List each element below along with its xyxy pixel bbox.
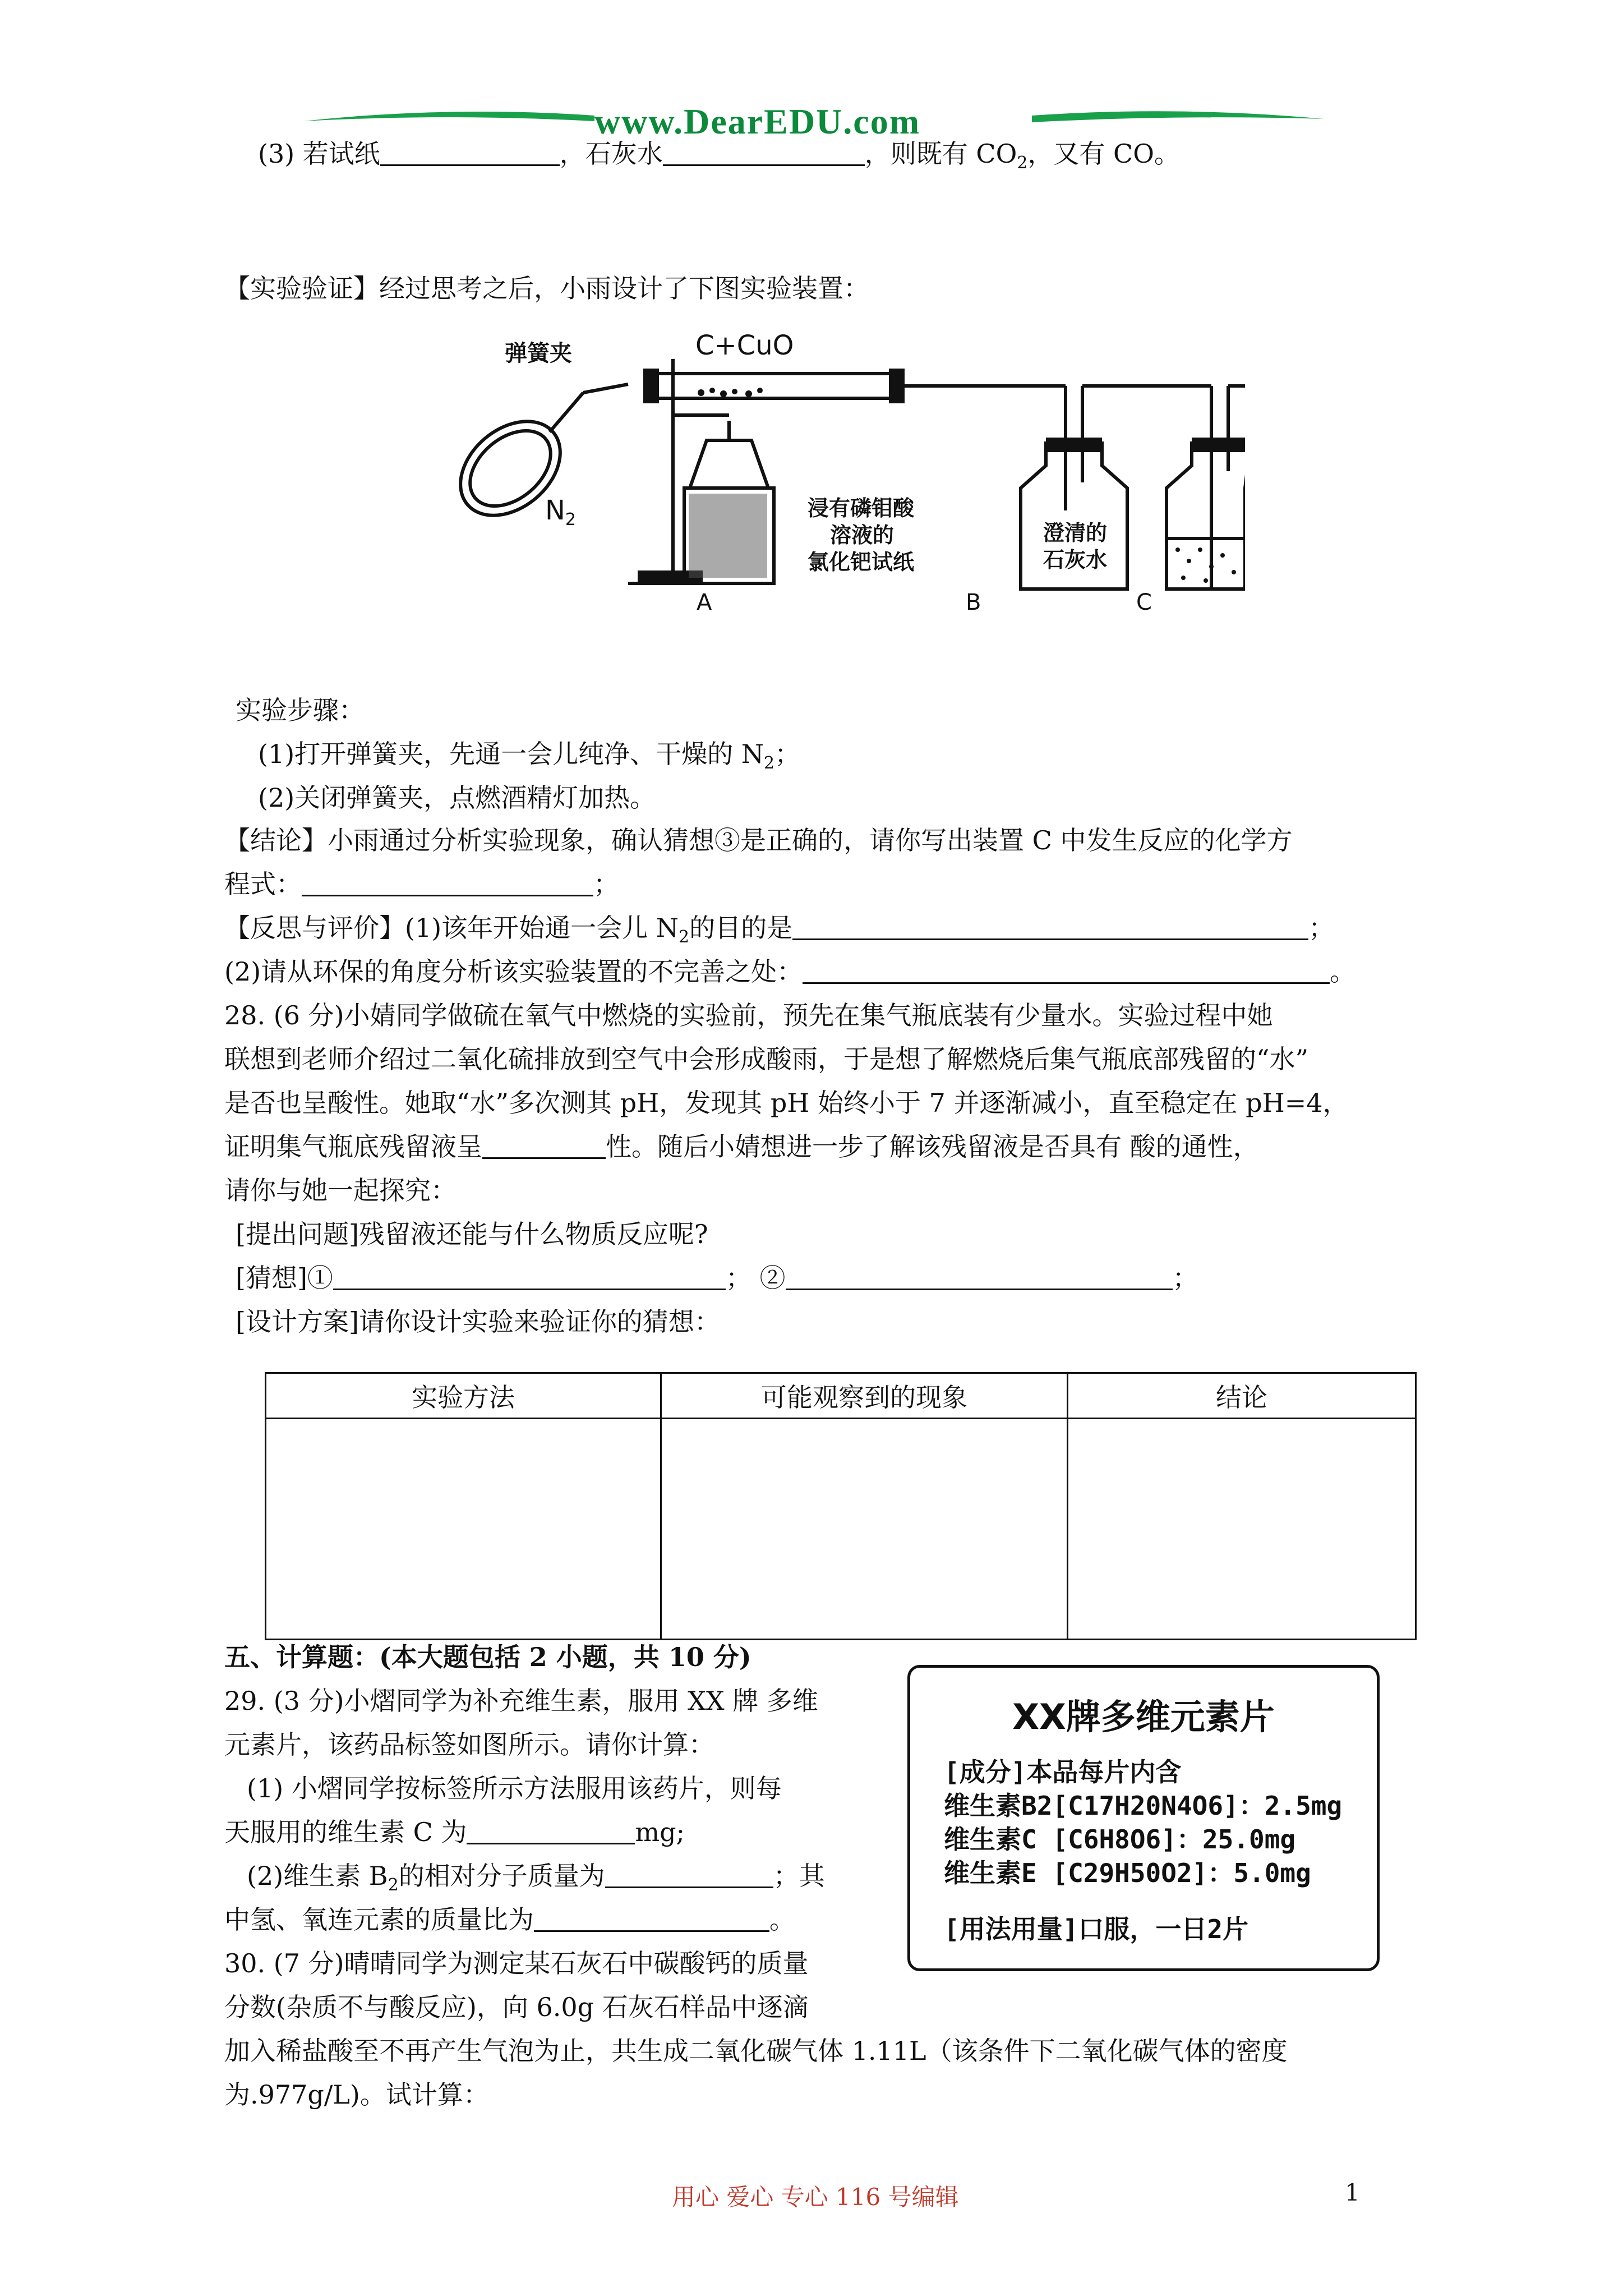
answer-blank[interactable] [302,869,593,896]
medicine-label [907,1665,1380,1971]
q30-line-4: 为.977g/L)。试计算： [224,2079,489,2110]
q30-line-1: 30. (7 分)晴晴同学为测定某石灰石中碳酸钙的质量 [224,1948,809,1978]
label-paper-2: 溶液的 [830,523,895,547]
step-2: (2)关闭弹簧夹，点燃酒精灯加热。 [258,783,656,813]
label-usage: [用法用量]口服，一日2片 [944,1914,1249,1944]
table-header: 结论 [1068,1373,1416,1419]
page-number: 1 [1345,2179,1360,2206]
step-1: (1)打开弹簧夹，先通一会儿纯净、干燥的 $N_2$； [258,739,801,773]
label-gas: $N_2$ [545,495,576,530]
label-paper-3: 氯化钯试纸 [808,550,915,574]
label-title: XX牌多维元素片 [1012,1696,1275,1737]
answer-blank[interactable] [803,956,1330,984]
q28-question: [提出问题]残留液还能与什么物质反应呢? [236,1219,708,1249]
q30-line-3: 加入稀盐酸至不再产生气泡为止，共生成二氧化碳气体 1.11L（该条件下二氧化碳气体的密度 [224,2036,1288,2066]
q28-guess: [猜想]① ； ② ； [236,1263,1198,1293]
q28-line-2: 联想到老师介绍过二氧化硫排放到空气中会形成酸雨，于是想了解燃烧后集气瓶底部残留的“水” [224,1044,1309,1074]
label-reagent: C+CuO [695,330,794,361]
q29-line-3: (1) 小熠同学按标签所示方法服用该药片，则每 [247,1773,782,1803]
q29-line-5: (2)维生素 $B_2$的相对分子质量为 ；其 [247,1861,825,1895]
q29-line-2: 元素片，该药品标签如图所示。请你计算： [224,1729,714,1760]
label-vitamin-c: 维生素C [C6H8O6]：25.0mg [944,1824,1296,1855]
answer-blank[interactable] [663,139,865,166]
q29-line-1: 29. (3 分)小熠同学为补充维生素，服用 XX 牌 多维 [224,1686,818,1716]
q29-line-4: 天服用的维生素 C 为 mg; [224,1817,685,1847]
label-lime-2: 石灰水 [1043,547,1108,572]
q28-line-4: 证明集气瓶底残留液呈 性。随后小婧想进一步了解该残留液是否具有 酸的通性， [224,1131,1259,1162]
table-header: 实验方法 [266,1373,661,1419]
steps-title: 实验步骤： [236,695,365,725]
guess3-line: (3) 若试纸 ，石灰水 ，则既有 $CO_2$，又有 CO。 [258,139,1180,173]
answer-blank[interactable] [786,1263,1173,1290]
label-paper-1: 浸有磷钼酸 [808,496,915,521]
answer-blank[interactable] [380,139,560,166]
q30-line-2: 分数(杂质不与酸反应)，向 6.0g 石灰石样品中逐滴 [224,1992,809,2022]
site-title: www.DearEDU.com [594,102,920,141]
label-vitamin-e: 维生素E [C29H50O2]：5.0mg [944,1858,1311,1888]
label-B: B [966,590,981,615]
label-clip: 弹簧夹 [505,341,572,366]
answer-blank[interactable] [534,1904,769,1932]
label-lime-1: 澄清的 [1043,521,1108,545]
table-cell[interactable] [266,1419,661,1640]
verify-text: 【实验验证】经过思考之后，小雨设计了下图实验装置： [224,273,869,303]
conclusion-line-2: 程式： ； [224,869,619,899]
answer-blank[interactable] [605,1861,773,1888]
conclusion-line-1: 【结论】小雨通过分析实验现象，确认猜想③是正确的，请你写出装置 C 中发生反应的化学方 [224,825,1293,855]
label-A: A [697,590,712,615]
reflect-2: (2)请从环保的角度分析该实验装置的不完善之处： 。 [224,956,1356,987]
label-ingredients: [成分]本品每片内含 [944,1757,1182,1787]
answer-blank[interactable] [333,1263,726,1290]
answer-blank[interactable] [792,913,1308,940]
table-header: 可能观察到的现象 [661,1373,1068,1419]
q28-line-1: 28. (6 分)小婧同学做硫在氧气中燃烧的实验前，预先在集气瓶底装有少量水。实验过程中她 [224,1000,1273,1030]
experiment-table [265,1372,1417,1640]
table-cell[interactable] [661,1419,1068,1640]
answer-blank[interactable] [482,1131,606,1159]
q28-line-5: 请你与她一起探究： [224,1175,457,1205]
label-C: C [1136,590,1152,615]
answer-blank[interactable] [467,1817,635,1844]
label-vitamin-b2: 维生素B2[C17H20N4O6]：2.5mg [944,1791,1343,1821]
section-title: 五、计算题：(本大题包括 2 小题，共 10 分) [224,1642,751,1672]
q28-design: [设计方案]请你设计实验来验证你的猜想： [236,1306,720,1337]
reflect-1: 【反思与评价】(1)该年开始通一会儿 $N_2$的目的是 ； [224,913,1335,947]
q29-line-6: 中氢、氧连元素的质量比为 。 [224,1904,795,1935]
table-cell[interactable] [1068,1419,1416,1640]
footer-text: 用心 爱心 专心 116 号编辑 [672,2183,959,2211]
q28-line-3: 是否也呈酸性。她取“水”多次测其 pH，发现其 pH 始终小于 7 并逐渐减小，直至稳定在 pH=4， [224,1088,1349,1118]
